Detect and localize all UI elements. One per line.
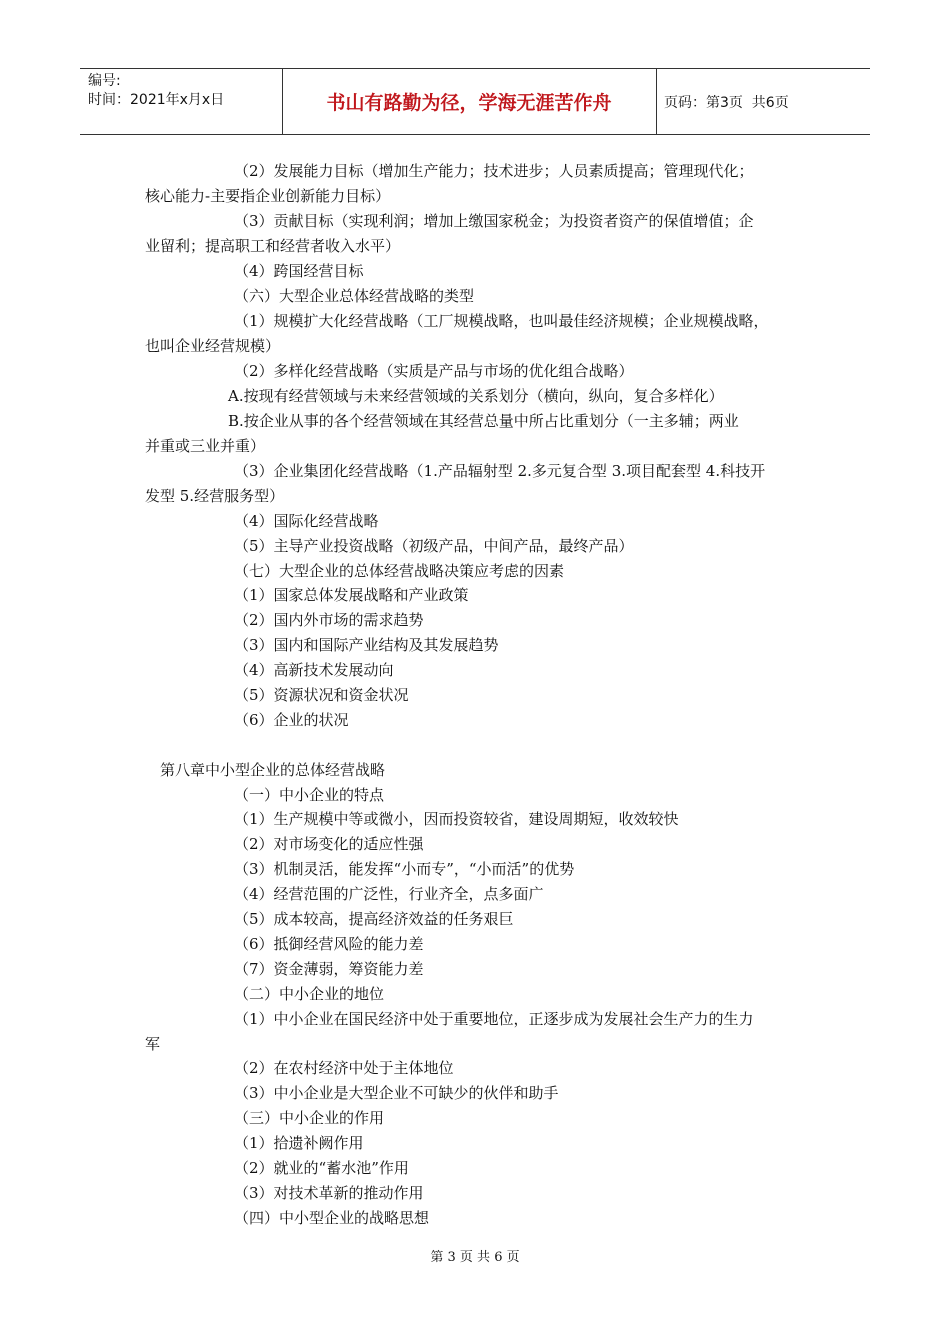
text-line: （4）国际化经营战略 <box>234 512 379 530</box>
section-heading: （二）中小企业的地位 <box>234 985 385 1003</box>
text-line: （1）拾遗补阙作用 <box>234 1134 364 1152</box>
chapter-heading: 第八章中小型企业的总体经营战略 <box>160 761 386 779</box>
text-line: （2）就业的“蓄水池”作用 <box>234 1159 409 1177</box>
header-page-info: 页码：第3页 共6页 <box>664 94 789 111</box>
text-line: （5）主导产业投资战略（初级产品，中间产品，最终产品） <box>234 537 634 555</box>
text-line: 发型 5.经营服务型） <box>145 487 285 505</box>
text-line: （2）国内外市场的需求趋势 <box>234 611 424 629</box>
section-heading: （四）中小型企业的战略思想 <box>234 1209 430 1227</box>
text-line: 核心能力-主要指企业创新能力目标） <box>145 187 391 205</box>
text-line: （4）经营范围的广泛性，行业齐全，点多面广 <box>234 885 544 903</box>
text-line: B.按企业从事的各个经营领域在其经营总量中所占比重划分（一主多辅；两业 <box>228 412 739 430</box>
section-heading: （六）大型企业总体经营战略的类型 <box>234 287 475 305</box>
text-line: （7）资金薄弱，筹资能力差 <box>234 960 424 978</box>
header-divider-right <box>656 68 657 135</box>
text-line: （3）机制灵活，能发挥“小而专”，“小而活”的优势 <box>234 860 575 878</box>
text-line: A.按现有经营领域与未来经营领域的关系划分（横向，纵向，复合多样化） <box>228 387 724 405</box>
text-line: （4）跨国经营目标 <box>234 262 364 280</box>
section-heading: （三）中小企业的作用 <box>234 1109 385 1127</box>
text-line: 也叫企业经营规模） <box>145 337 281 355</box>
section-heading: （一）中小企业的特点 <box>234 786 385 804</box>
document-number-label: 编号: <box>88 73 121 89</box>
text-line: （5）资源状况和资金状况 <box>234 686 409 704</box>
text-line: （2）发展能力目标（增加生产能力；技术进步；人员素质提高；管理现代化； <box>234 162 754 180</box>
text-line: （3）贡献目标（实现利润；增加上缴国家税金；为投资者资产的保值增值；企 <box>234 212 754 230</box>
text-line: （1）国家总体发展战略和产业政策 <box>234 586 469 604</box>
section-heading: （七）大型企业的总体经营战略决策应考虑的因素 <box>234 562 565 580</box>
text-line: （3）企业集团化经营战略（1.产品辐射型 2.多元复合型 3.项目配套型 4.科技开 <box>234 462 766 480</box>
text-line: （2）对市场变化的适应性强 <box>234 835 424 853</box>
text-line: （2）多样化经营战略（实质是产品与市场的优化组合战略） <box>234 362 634 380</box>
text-line: 军 <box>145 1035 161 1053</box>
text-line: （3）国内和国际产业结构及其发展趋势 <box>234 636 499 654</box>
text-line: （6）企业的状况 <box>234 711 349 729</box>
text-line: （2）在农村经济中处于主体地位 <box>234 1059 454 1077</box>
text-line: 业留利；提高职工和经营者收入水平） <box>145 237 401 255</box>
text-line: （1）生产规模中等或微小，因而投资较省，建设周期短，收效较快 <box>234 810 679 828</box>
text-line: （4）高新技术发展动向 <box>234 661 394 679</box>
text-line: （3）中小企业是大型企业不可缺少的伙伴和助手 <box>234 1084 559 1102</box>
text-line: （3）对技术革新的推动作用 <box>234 1184 424 1202</box>
header-left-cell <box>88 72 224 110</box>
page-footer: 第 3 页 共 6 页 <box>430 1250 520 1265</box>
header-motto: 书山有路勤为径，学海无涯苦作舟 <box>326 92 612 114</box>
document-date: 时间：2021年x月x日 <box>88 92 225 108</box>
text-line: （6）抵御经营风险的能力差 <box>234 935 424 953</box>
text-line: （5）成本较高，提高经济效益的任务艰巨 <box>234 910 514 928</box>
text-line: 并重或三业并重） <box>145 437 266 455</box>
text-line: （1）规模扩大化经营战略（工厂规模战略，也叫最佳经济规模；企业规模战略， <box>234 312 769 330</box>
text-line: （1）中小企业在国民经济中处于重要地位，正逐步成为发展社会生产力的生力 <box>234 1010 754 1028</box>
page-header <box>80 68 870 135</box>
